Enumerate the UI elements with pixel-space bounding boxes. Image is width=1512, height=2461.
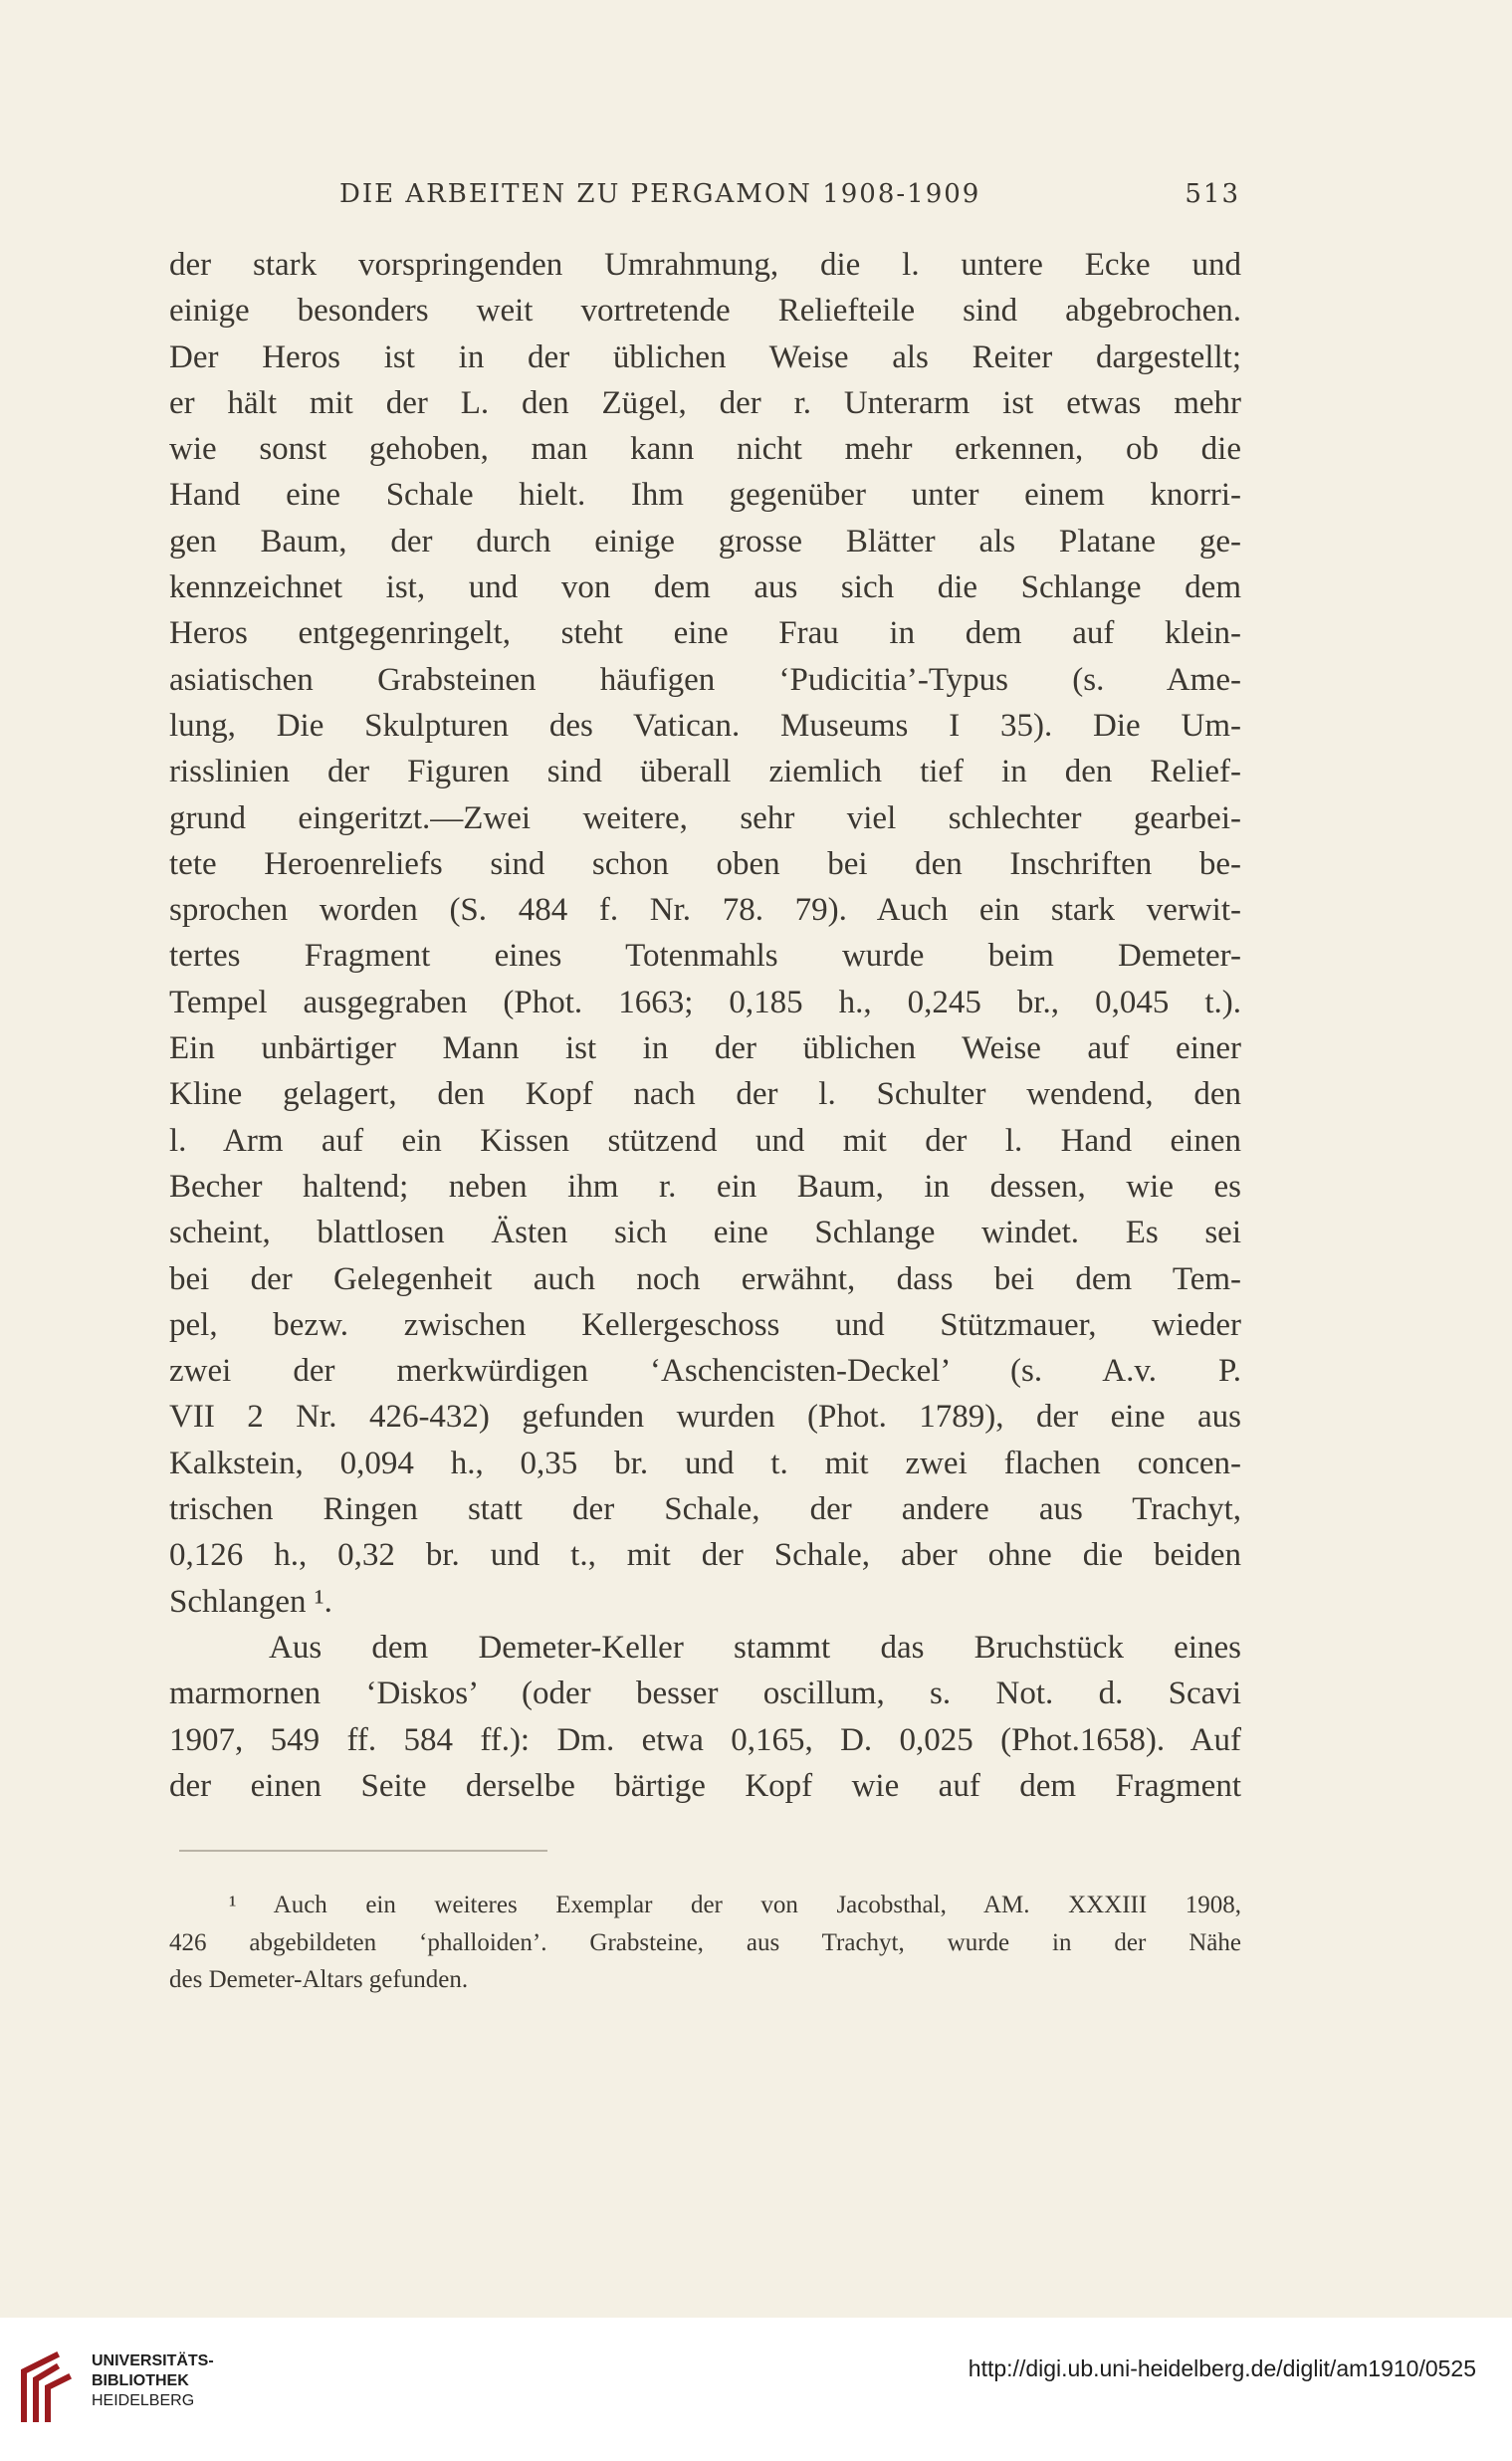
text-line: pel, bezw. zwischen Kellergeschoss und Stützmauer, wieder [169, 1306, 1241, 1343]
text-line: scheint, blattlosen Ästen sich eine Schlange windet. Es sei [169, 1215, 1241, 1251]
text-line: einige besonders weit vortretende Reliefteile sind abgebrochen. [169, 293, 1241, 330]
footnote-line: des Demeter-Altars gefunden. [169, 1966, 469, 1993]
text-line: trischen Ringen statt der Schale, der andere aus Trachyt, [169, 1491, 1241, 1528]
text-line: Heros entgegenringelt, steht eine Frau in dem auf klein- [169, 615, 1241, 652]
text-line: Ein unbärtiger Mann ist in der üblichen Weise auf einer [169, 1030, 1241, 1067]
footnote-divider [179, 1850, 547, 1852]
text-line: Becher haltend; neben ihm r. ein Baum, in dessen, wie es [169, 1168, 1241, 1205]
text-line: gen Baum, der durch einige grosse Blätter als Platane ge- [169, 523, 1241, 559]
text-line: Hand eine Schale hielt. Ihm gegenüber unter einem knorri- [169, 477, 1241, 514]
library-name-line: BIBLIOTHEK [92, 2372, 189, 2389]
text-line: zwei der merkwürdigen ‘Aschencisten-Deckel’ (s. A.v. P. [169, 1353, 1241, 1390]
text-line: marmornen ‘Diskos’ (oder besser oscillum, s. Not. d. Scavi [169, 1676, 1241, 1712]
text-line: 1907, 549 ff. 584 ff.): Dm. etwa 0,165, D. 0,025 (Phot.1658). Auf [169, 1721, 1241, 1758]
running-title: DIE ARBEITEN ZU PERGAMON 1908-1909 [339, 179, 981, 209]
text-line: lung, Die Skulpturen des Vatican. Museums I 35). Die Um- [169, 707, 1241, 744]
text-line: risslinien der Figuren sind überall ziemlich tief in den Relief- [169, 754, 1241, 790]
text-line: er hält mit der L. den Zügel, der r. Unterarm ist etwas mehr [169, 384, 1241, 421]
library-name [92, 2351, 214, 2411]
text-line: tertes Fragment eines Totenmahls wurde beim Demeter- [169, 938, 1241, 975]
page-number: 513 [1185, 179, 1240, 209]
text-line: tete Heroenreliefs sind schon oben bei den Inschriften be- [169, 845, 1241, 882]
text-line: grund eingeritzt.—Zwei weitere, sehr viel schlechter gearbei- [169, 799, 1241, 836]
body-text [169, 242, 1241, 1809]
text-line: der einen Seite derselbe bärtige Kopf wie auf dem Fragment [169, 1767, 1241, 1804]
text-line: wie sonst gehoben, man kann nicht mehr erkennen, ob die [169, 431, 1241, 468]
text-line: kennzeichnet ist, und von dem aus sich die Schlange dem [169, 569, 1241, 606]
university-library-logo-icon[interactable] [16, 2348, 86, 2427]
text-line: Kalkstein, 0,094 h., 0,35 br. und t. mit zwei flachen concen- [169, 1445, 1241, 1481]
footer-bar [0, 2318, 1512, 2461]
footnote-line: ¹ Auch ein weiteres Exemplar der von Jacobsthal, AM. XXXIII 1908, [229, 1892, 1241, 1918]
text-line: VII 2 Nr. 426-432) gefunden wurden (Phot. 1789), der eine aus [169, 1399, 1241, 1436]
footnote-line: 426 abgebildeten ‘phalloiden’. Grabsteine, aus Trachyt, wurde in der Nähe [169, 1928, 1241, 1956]
text-line: 0,126 h., 0,32 br. und t., mit der Schale, aber ohne die beiden [169, 1537, 1241, 1574]
text-line: asiatischen Grabsteinen häufigen ‘Pudicitia’-Typus (s. Ame- [169, 661, 1241, 698]
running-head [165, 179, 1240, 219]
footnotes [169, 1887, 1241, 1999]
permalink-url[interactable]: http://digi.ub.uni-heidelberg.de/diglit/am1910/0525 [968, 2355, 1476, 2381]
text-line: Der Heros ist in der üblichen Weise als Reiter dargestellt; [169, 338, 1241, 375]
text-line: bei der Gelegenheit auch noch erwähnt, dass bei dem Tem- [169, 1260, 1241, 1297]
text-line: Schlangen ¹. [169, 1583, 332, 1620]
text-line: l. Arm auf ein Kissen stützend und mit der l. Hand einen [169, 1122, 1241, 1159]
text-line: der stark vorspringenden Umrahmung, die l. untere Ecke und [169, 247, 1241, 283]
text-line: Tempel ausgegraben (Phot. 1663; 0,185 h., 0,245 br., 0,045 t.). [169, 984, 1241, 1020]
library-name-line: HEIDELBERG [92, 2392, 195, 2409]
text-line: Aus dem Demeter-Keller stammt das Bruchstück eines [269, 1629, 1241, 1666]
library-name-line: UNIVERSITÄTS- [92, 2352, 214, 2369]
text-line: sprochen worden (S. 484 f. Nr. 78. 79). Auch ein stark verwit- [169, 892, 1241, 929]
text-line: Kline gelagert, den Kopf nach der l. Schulter wendend, den [169, 1076, 1241, 1113]
